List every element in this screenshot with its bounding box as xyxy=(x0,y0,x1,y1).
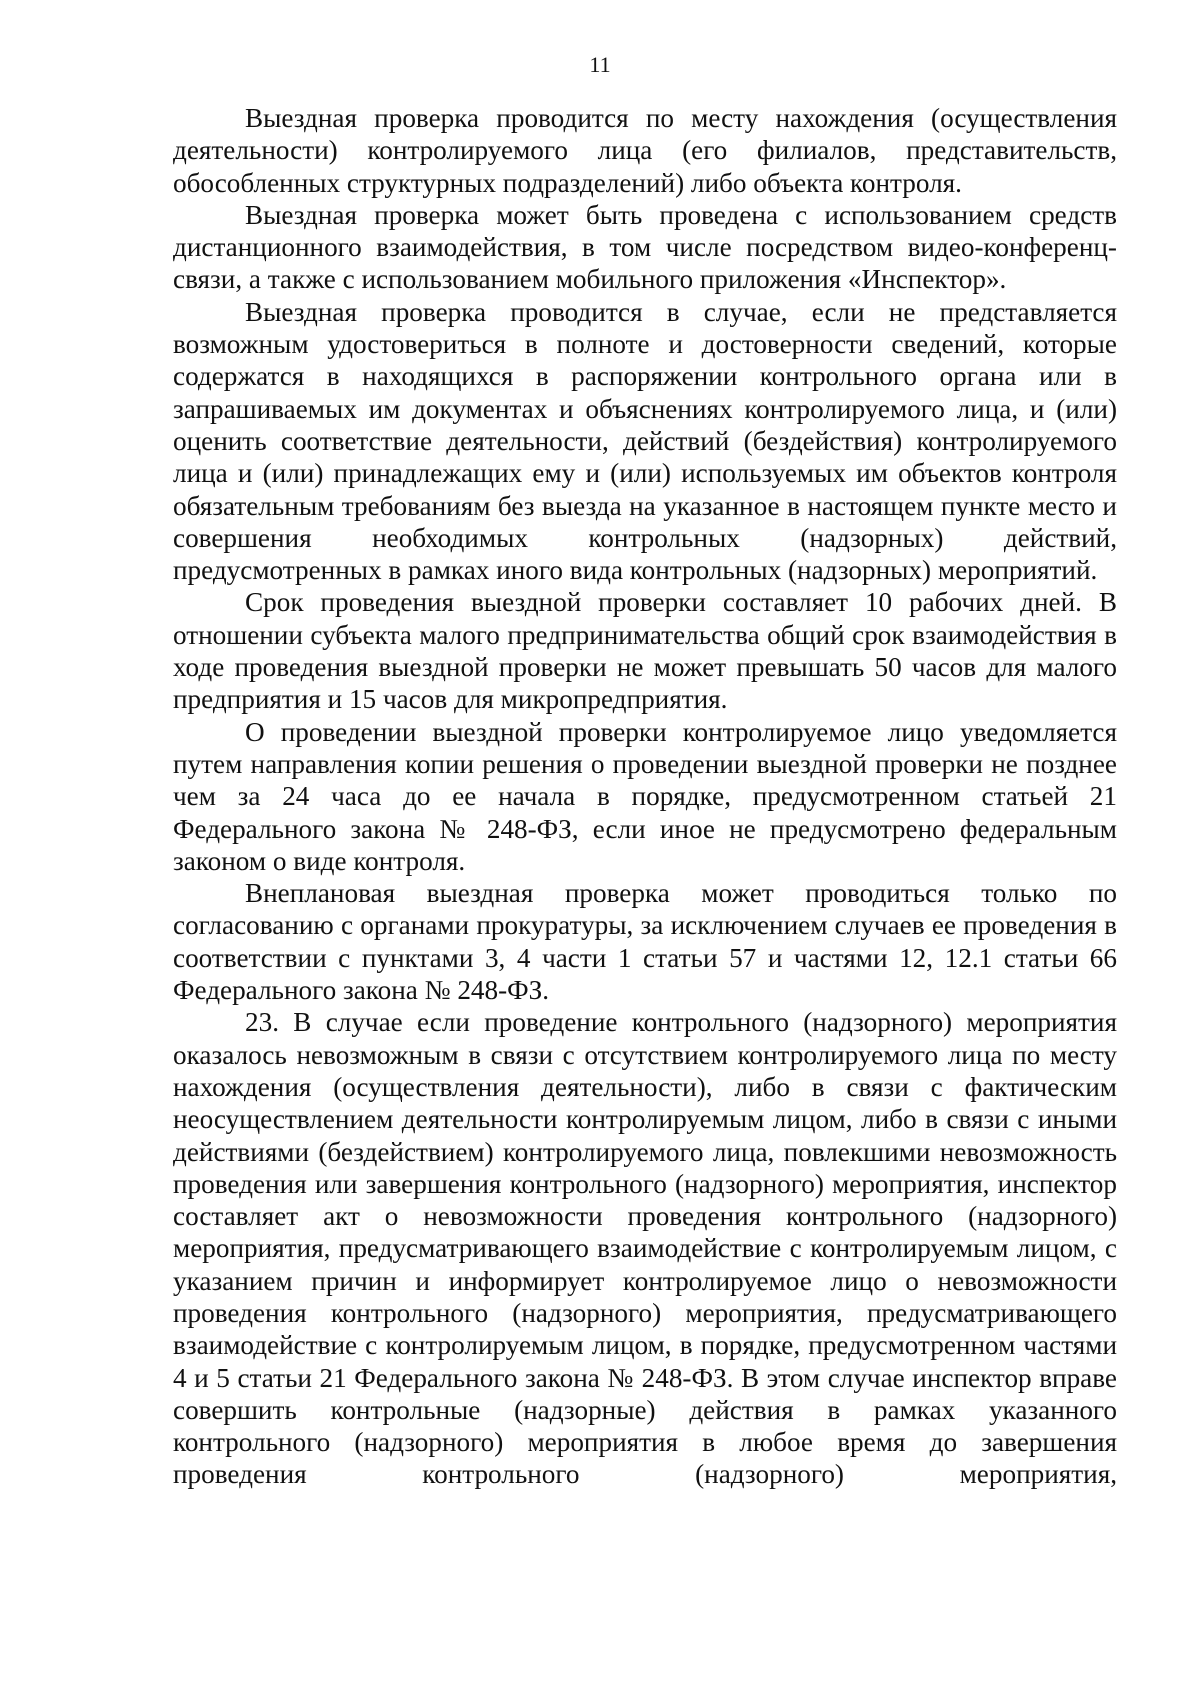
page-number: 11 xyxy=(589,52,611,77)
paragraph-remote-interaction: Выездная проверка может быть проведена с использованием средств дистанционного взаимодействия, в том числе посредством видео-конференц-связи, а также с использованием мобильного приложения «Инспектор». xyxy=(173,199,1117,295)
document-body xyxy=(173,102,1117,1491)
paragraph-inspection-conditions: Выездная проверка проводится в случае, если не представляется возможным удостовериться в полноте и достоверности сведений, которые содержатся в находящихся в распоряжении контрольного органа или в запрашиваемых им документах и объяснениях контролируемого лица, и (или) оценить соответствие деятельности, действий (бездействия) контролируемого лица и (или) принадлежащих ему и (или) используемых им объектов контроля обязательным требованиям без выезда на указанное в настоящем пункте место и совершения необходимых контрольных (надзорных) действий, предусмотренных в рамках иного вида контрольных (надзорных) мероприятий. xyxy=(173,296,1117,586)
paragraph-item-23: 23. В случае если проведение контрольного (надзорного) мероприятия оказалось невозможным в связи с отсутствием контролируемого лица по месту нахождения (осуществления деятельности), либо в связи с фактическим неосуществлением деятельности контролируемым лицом, либо в связи с иными действиями (бездействием) контролируемого лица, повлекшими невозможность проведения или завершения контрольного (надзорного) мероприятия, инспектор составляет акт о невозможности проведения контрольного (надзорного) мероприятия, предусматривающего взаимодействие с контролируемым лицом, с указанием причин и информирует контролируемое лицо о невозможности проведения контрольного (надзорного) мероприятия, предусматривающего взаимодействие с контролируемым лицом, в порядке, предусмотренном частями 4 и 5 статьи 21 Федерального закона № 248-ФЗ. В этом случае инспектор вправе совершить контрольные (надзорные) действия в рамках указанного контрольного (надзорного) мероприятия в любое время до завершения проведения контрольного (надзорного) мероприятия, xyxy=(173,1007,1117,1490)
paragraph-inspection-notification: О проведении выездной проверки контролируемое лицо уведомляется путем направления копии решения о проведении выездной проверки не позднее чем за 24 часа до ее начала в порядке, предусмотренном статьей 21 Федерального закона № 248-ФЗ, если иное не предусмотрено федеральным законом о виде контроля. xyxy=(173,716,1117,876)
paragraph-onsite-inspection-location: Выездная проверка проводится по месту нахождения (осуществления деятельности) контролируемого лица (его филиалов, представительств, обособленных структурных подразделений) либо объекта контроля. xyxy=(173,103,1117,198)
paragraph-unscheduled-inspection: Внеплановая выездная проверка может проводиться только по согласованию с органами прокуратуры, за исключением случаев ее проведения в соответствии с пунктами 3, 4 части 1 статьи 57 и частями 12, 12.1 статьи 66 Федерального закона № 248-ФЗ. xyxy=(173,878,1117,1006)
paragraph-inspection-duration: Срок проведения выездной проверки составляет 10 рабочих дней. В отношении субъекта малого предпринимательства общий срок взаимодействия в ходе проведения выездной проверки не может превышать 50 часов для малого предприятия и 15 часов для микропредприятия. xyxy=(173,587,1117,715)
